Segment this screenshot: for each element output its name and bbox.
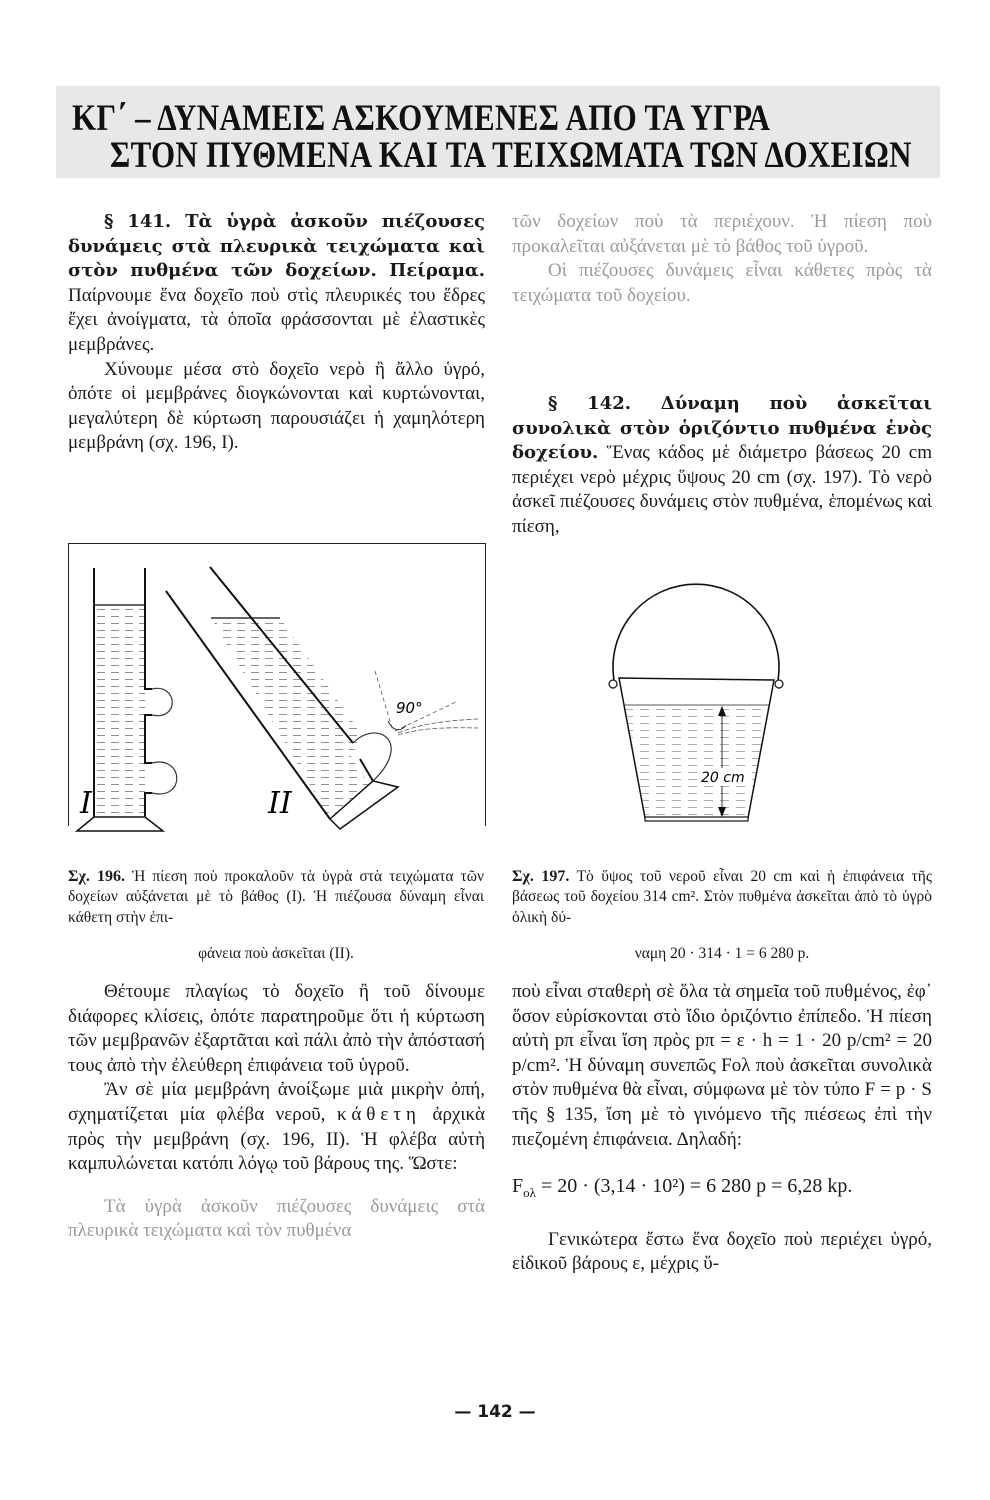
figure-197-caption-last: ναμη 20 · 314 · 1 = 6 280 p. — [634, 944, 810, 962]
vessel-i — [77, 568, 177, 831]
equation-lhs: F — [512, 1175, 524, 1198]
chapter-title-line-2: ΣΤΟΝ ΠΥΘΜΕΝΑ ΚΑΙ ΤΑ ΤΕΙΧΩΜΑΤΑ ΤΩΝ ΔΟΧΕΙΩΝ — [110, 134, 912, 176]
section-141-column — [68, 210, 485, 456]
figure-196-caption-text: Ἡ πίεση ποὺ προκαλοῦν τὰ ὑγρὰ στὰ τειχώματα τῶν δοχείων αὐξάνεται μὲ τὸ βάθος (I). Ἡ πιέζουσα δύναμη εἶναι κάθετη στὴν ἐπι- — [68, 867, 484, 926]
section-142-heading: § 142. Δύναμη ποὺ ἀσκεῖται συνολικὰ στὸν ὁριζόντιο πυθμένα ἑνὸς δοχείου. — [512, 393, 932, 464]
section-142-continued — [512, 980, 932, 1277]
section-142-para2: ποὺ εἶναι σταθερὴ σὲ ὅλα τὰ σημεῖα τοῦ πυθμένος, ἐφ᾽ ὅσον εὑρίσκονται στὸ ἴδιο ὁριζόντιο ἐπίπεδο. Ἡ πίεση αὐτὴ pπ εἶναι ἴση πρὸς pπ = ε · h = 1 · 20 p/cm² = 20 p/cm². Ἡ δύναμη συνεπῶς Fολ ποὺ ἀσκεῖται συνολικὰ στὸν πυθμένα θὰ εἶναι, σύμφωνα μὲ τὸν τύπο F = p · S τῆς § 135, ἴση μὲ τὸ γινόμενο τῆς πιέσεως ἐπὶ τὴν πιεζομένη ἐπιφάνεια. Δηλαδή: — [512, 981, 932, 1150]
section-141-para4-b: ἀρχικὰ πρὸς τὴν μεμβράνη (σχ. 196, II). Ἡ φλέβα αὐτὴ καμπυλώνεται κατόπι λόγῳ τοῦ βάρους της. Ὥστε: — [68, 1103, 485, 1175]
total-force-equation — [512, 1174, 932, 1206]
bucket-handle — [613, 584, 779, 680]
figure-197-caption-label: Σχ. 197. — [512, 867, 570, 885]
section-141-summary: Τὰ ὑγρὰ ἀσκοῦν πιέζουσες δυνάμεις στὰ πλευρικὰ τειχώματα καὶ τὸν πυθμένα — [68, 1195, 485, 1242]
section-142-para1: Ἕνας κάδος μὲ διάμετρο βάσεως 20 cm περιέχει νερὸ μέχρις ὕψους 20 cm (σχ. 197). Τὸ νερὸ ἀσκεῖ πιέζουσες δυνάμεις στὸν πυθμένα, ἑπομένως καὶ πίεση, — [512, 442, 933, 537]
figure-197-caption — [512, 851, 932, 980]
vessel-i-label: I — [80, 786, 92, 821]
water-height-label: 20 cm — [701, 770, 745, 786]
figure-197-bucket — [590, 580, 890, 840]
vessel-ii-label: II — [268, 786, 292, 821]
equation-rhs: = 20 · (3,14 · 10²) = 6 280 p = 6,28 kp. — [535, 1175, 853, 1198]
figure-196-illustration — [68, 543, 486, 833]
vessel-ii — [166, 567, 478, 829]
section-141-heading: § 141. Τὰ ὑγρὰ ἀσκοῦν πιέζουσες δυνάμεις στὰ πλευρικὰ τειχώματα καὶ στὸν πυθμένα τῶν δοχείων. Πείραμα. — [68, 211, 485, 282]
angle-label: 90° — [396, 699, 423, 717]
figure-196-caption-last: φάνεια ποὺ ἀσκεῖται (II). — [198, 944, 354, 962]
section-141-para4-a: Ἂν σὲ μία μεμβράνη ἀνοίξωμε μιὰ μικρὴν ὀπή, σχηματίζεται μία φλέβα νεροῦ, — [68, 1079, 485, 1125]
section-141-para3: Θέτουμε πλαγίως τὸ δοχεῖο ἢ τοῦ δίνουμε διάφορες κλίσεις, ὁπότε παρατηροῦμε ὅτι ἡ κύρτωση τῶν μεμβρανῶν ἐξαρτᾶται καὶ πάλι ἀπὸ τὴν ἀπόστασή τους ἀπὸ τὴν ἐλεύθερη ἐπιφάνεια τοῦ ὑγροῦ. — [68, 981, 485, 1076]
figure-196-caption — [68, 851, 484, 980]
figure-197-caption-text: Τὸ ὕψος τοῦ νεροῦ εἶναι 20 cm καὶ ἡ ἐπιφάνεια τῆς βάσεως τοῦ δοχείου 314 cm². Στὸν πυθμένα ἀσκεῖται ἀπὸ τὸ ὑγρὸ ὁλικὴ δύ- — [512, 867, 932, 926]
page-number: — 142 — — [454, 1402, 536, 1422]
section-142-column — [512, 392, 932, 540]
section-141-summary-continued — [512, 210, 932, 308]
summary-second-text: Οἱ πιέζουσες δυνάμεις εἶναι κάθετες πρὸς τὰ τειχώματα τοῦ δοχείου. — [512, 260, 932, 306]
section-141-para2: Χύνουμε μέσα στὸ δοχεῖο νερὸ ἢ ἄλλο ὑγρό, ὁπότε οἱ μεμβράνες διογκώνονται καὶ κυρτώνονται, μεγαλύτερη δὲ κύρτωση παρουσιάζει ἡ χαμηλότερη μεμβράνη (σχ. 196, I). — [68, 358, 485, 454]
section-141-continued — [68, 980, 485, 1244]
summary-continued-text: τῶν δοχείων ποὺ τὰ περιέχουν. Ἡ πίεση ποὺ προκαλεῖται αὐξάνεται μὲ τὸ βάθος τοῦ ὑγροῦ. — [512, 211, 932, 257]
equation-subscript: ολ — [523, 1185, 536, 1201]
emphasized-word: κάθετη — [336, 1103, 421, 1125]
figure-196-caption-label: Σχ. 196. — [68, 867, 125, 885]
section-141-para1: Παίρνουμε ἕνα δοχεῖο ποὺ στὶς πλευρικές του ἕδρες ἔχει ἀνοίγματα, τὰ ὁποῖα φράσσονται μὲ ἐλαστικὲς μεμβράνες. — [68, 284, 485, 355]
chapter-title-line-1: ΚΓ΄ – ΔΥΝΑΜΕΙΣ ΑΣΚΟΥΜΕΝΕΣ ΑΠΟ ΤΑ ΥΓΡΑ — [72, 97, 771, 139]
section-142-para3: Γενικώτερα ἔστω ἕνα δοχεῖο ποὺ περιέχει ὑγρό, εἰδικοῦ βάρους ε, μέχρις ὕ- — [512, 1228, 932, 1275]
